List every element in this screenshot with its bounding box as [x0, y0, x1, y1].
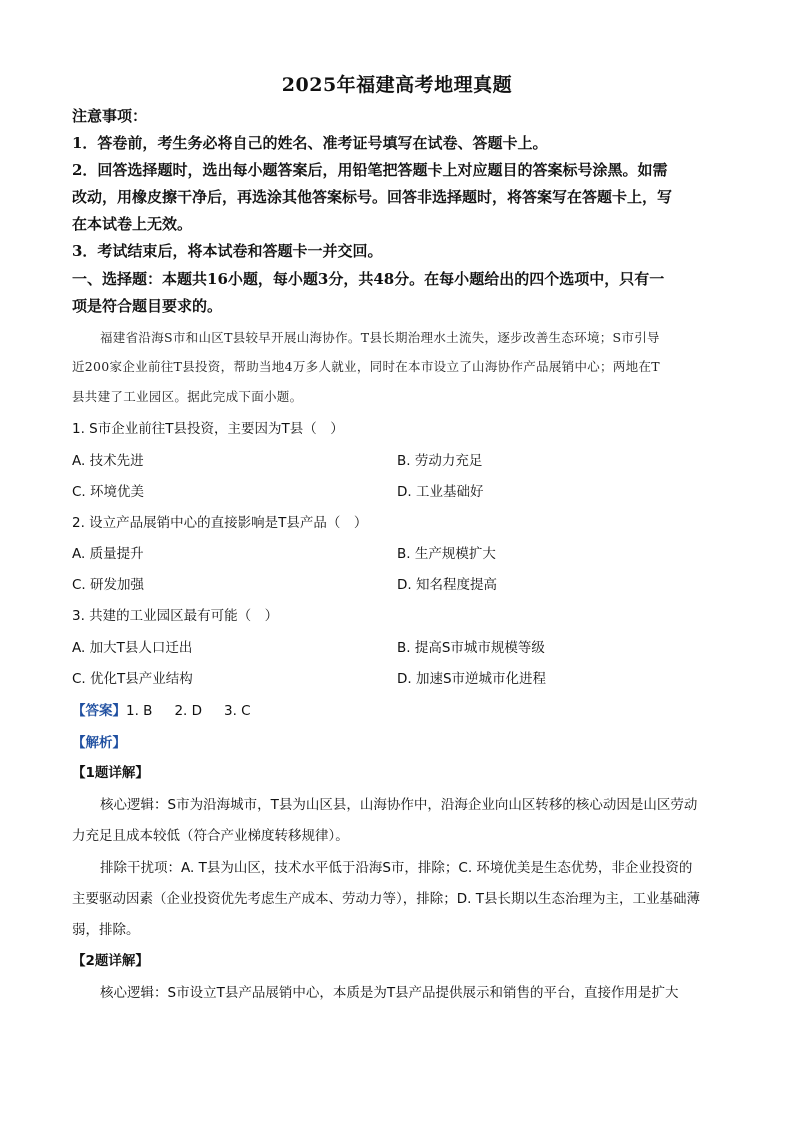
question-2-option-d: D. 知名程度提高 [397, 577, 497, 593]
section-heading-line-2: 项是符合题目要求的。 [72, 297, 223, 315]
q1-exclusion-line-3: 弱，排除。 [72, 922, 140, 938]
question-2-option-a: A. 质量提升 [72, 546, 144, 562]
notice-item-2-line-1: 2．回答选择题时，选出每小题答案后，用铅笔把答题卡上对应题目的答案标号涂黑。如需 [72, 161, 668, 179]
answer-3: 3. C [224, 703, 251, 719]
question-1-stem: 1. S市企业前往T县投资，主要因为T县（ ） [72, 421, 344, 437]
answer-tag: 【答案】 [72, 703, 126, 719]
question-3-stem: 3. 共建的工业园区最有可能（ ） [72, 608, 279, 624]
question-3-option-d: D. 加速S市逆城市化进程 [397, 671, 547, 687]
section-heading-line-1: 一、选择题：本题共16小题，每小题3分，共48分。在每小题给出的四个选项中，只有一 [72, 270, 665, 288]
q2-detail-heading: 【2题详解】 [72, 953, 149, 969]
question-2-option-b: B. 生产规模扩大 [397, 546, 496, 562]
question-2-option-c: C. 研发加强 [72, 577, 145, 593]
q2-core-logic-line-1: 核心逻辑：S市设立T县产品展销中心，本质是为T县产品提供展示和销售的平台，直接作用是扩大 [100, 985, 679, 1001]
question-1-option-c: C. 环境优美 [72, 484, 145, 500]
q1-core-logic-line-1: 核心逻辑：S市为沿海城市，T县为山区县，山海协作中，沿海企业向山区转移的核心动因是山区劳动 [100, 797, 698, 813]
page-title: 2025年福建高考地理真题 [281, 74, 513, 96]
q1-exclusion-line-2: 主要驱动因素（企业投资优先考虑生产成本、劳动力等），排除；D. T县长期以生态治理为主，工业基础薄 [72, 891, 700, 907]
answer-line [72, 700, 722, 722]
passage-line-1: 福建省沿海S市和山区T县较早开展山海协作。T县长期治理水土流失，逐步改善生态环境；S市引导 [100, 330, 660, 345]
q1-core-logic-line-2: 力充足且成本较低（符合产业梯度转移规律）。 [72, 828, 349, 844]
answer-1: 1. B [126, 703, 153, 719]
notice-heading: 注意事项： [72, 107, 148, 125]
question-3-option-c: C. 优化T县产业结构 [72, 671, 193, 687]
analysis-tag-line [72, 731, 722, 754]
question-1-option-a: A. 技术先进 [72, 453, 144, 469]
question-3-option-a: A. 加大T县人口迁出 [72, 640, 193, 656]
notice-item-2-line-2: 改动，用橡皮擦干净后，再选涂其他答案标号。回答非选择题时，将答案写在答题卡上，写 [72, 188, 673, 206]
question-2-stem: 2. 设立产品展销中心的直接影响是T县产品（ ） [72, 515, 368, 531]
question-1-option-d: D. 工业基础好 [397, 484, 484, 500]
question-3-option-b: B. 提高S市城市规模等级 [397, 640, 545, 656]
answer-2: 2. D [174, 703, 203, 719]
q1-detail-heading: 【1题详解】 [72, 765, 149, 781]
question-1-option-b: B. 劳动力充足 [397, 453, 483, 469]
passage-line-3: 县共建了工业园区。据此完成下面小题。 [72, 389, 303, 404]
notice-item-2-line-3: 在本试卷上无效。 [72, 215, 193, 233]
analysis-tag: 【解析】 [72, 735, 126, 751]
notice-item-3: 3．考试结束后，将本试卷和答题卡一并交回。 [72, 242, 383, 260]
passage-line-2: 近200家企业前往T县投资，帮助当地4万多人就业，同时在本市设立了山海协作产品展销中心；两地在T [72, 359, 660, 374]
notice-item-1: 1．答卷前，考生务必将自己的姓名、准考证号填写在试卷、答题卡上。 [72, 134, 548, 152]
q1-exclusion-line-1: 排除干扰项：A. T县为山区，技术水平低于沿海S市，排除；C. 环境优美是生态优势，非企业投资的 [100, 860, 693, 876]
